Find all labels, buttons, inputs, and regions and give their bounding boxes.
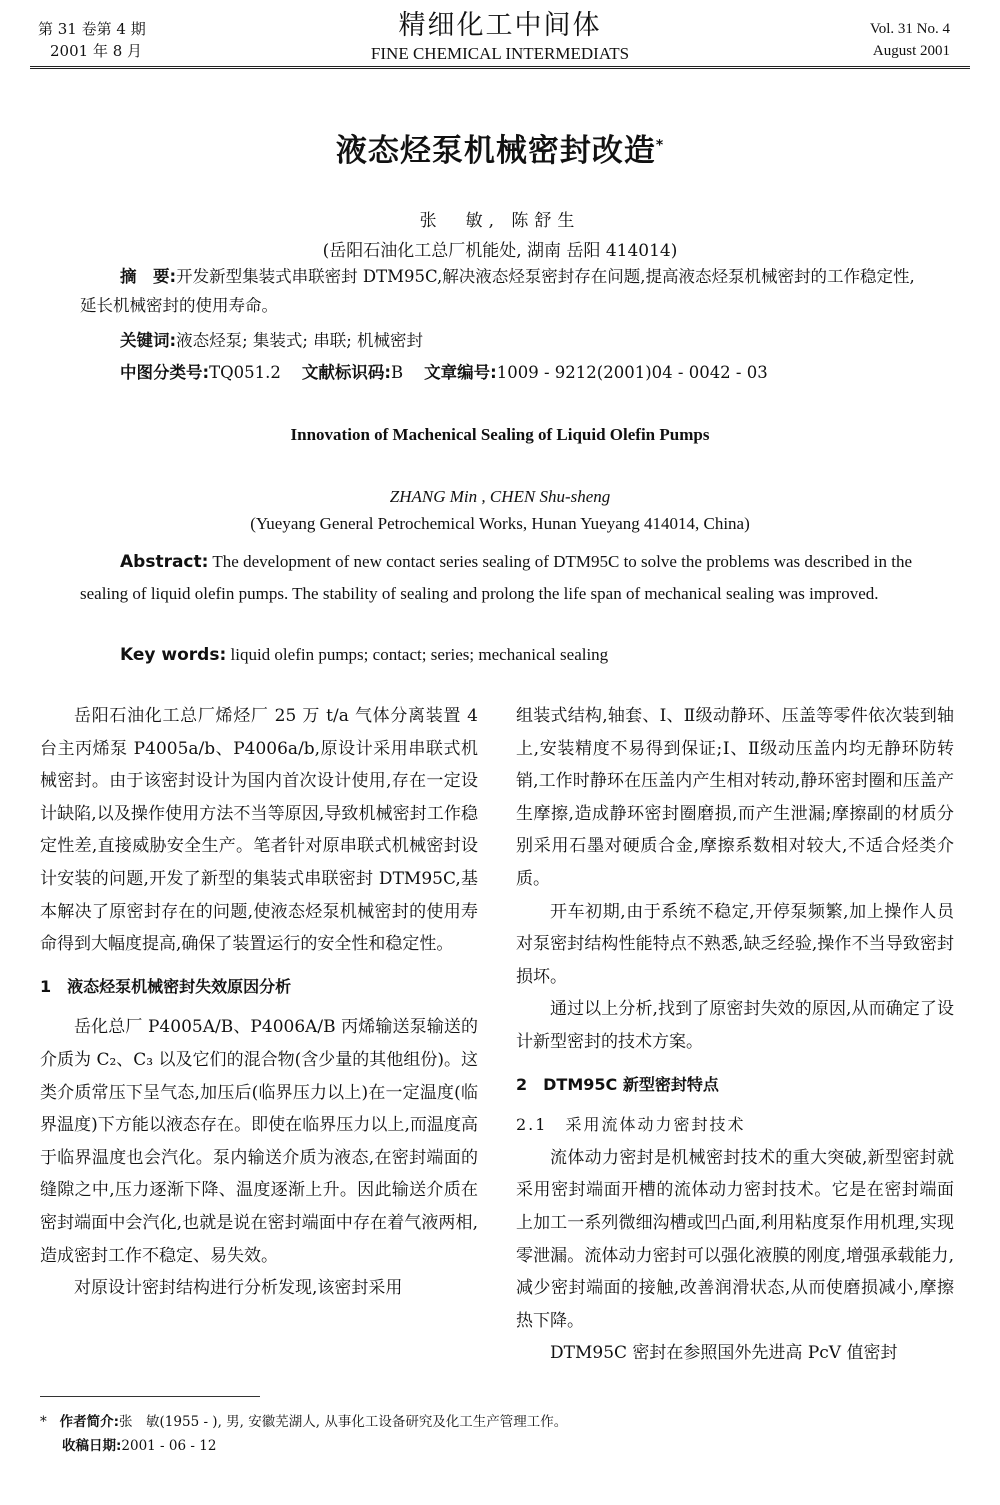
abstract-cn [80, 262, 920, 320]
clc-label: 中图分类号: [120, 363, 210, 382]
startup-paragraph: 开车初期,由于系统不稳定,开停泵频繁,加上操作人员对泵密封结构性能特点不熟悉,缺乏经验,操作不当导致密封损坏。 [516, 901, 954, 987]
conclusion-paragraph: 通过以上分析,找到了原密封失效的原因,从而确定了设计新型密封的技术方案。 [516, 999, 954, 1052]
section-2-1-paragraph-1: 流体动力密封是机械密封技术的重大突破,新型密封就采用密封端面开槽的流体动力密封技术。它是在密封端面上加工一系列微细沟槽或凹凸面,利用粘度泵作用机理,实现零泄漏。流体动力密封可以强化液膜的刚度,增强承载能力,减少密封端面的接触,改善润滑状态,从而使磨损减小,摩擦热下降。 [516, 1147, 954, 1331]
section-2-heading: 2 DTM95C 新型密封特点 [516, 1074, 719, 1094]
author-note-label: 作者简介: [59, 1414, 120, 1430]
article-no-value: 1009 - 9212(2001)04 - 0042 - 03 [496, 363, 768, 382]
affiliation-en: (Yueyang General Petrochemical Works, Hunan Yueyang 414014, China) [250, 514, 750, 533]
doc-code-value: B [390, 363, 404, 382]
doc-code-label: 文献标识码: [301, 363, 391, 382]
section-2-1-heading: 2.1 采用流体动力密封技术 [516, 1115, 746, 1135]
section-2-1-paragraph-2: DTM95C 密封在参照国外先进高 PcV 值密封 [550, 1343, 898, 1364]
received-value: 2001 - 06 - 12 [121, 1438, 217, 1454]
journal-name-en: FINE CHEMICAL INTERMEDIATS [370, 44, 630, 63]
paper-title-cn [0, 125, 1000, 170]
volume-en: Vol. 31 No. 4 [869, 21, 950, 37]
footnote [40, 1410, 567, 1458]
received-date [40, 1434, 567, 1458]
intro-paragraph: 岳阳石油化工总厂烯烃厂 25 万 t/a 气体分离装置 4 台主丙烯泵 P4005a/b、P4006a/b,原设计采用串联式机械密封。由于该密封设计为国内首次设计使用,存在一定设计缺陷,以及操作使用方法不当等原因,导致机械密封工作稳定性差,直接威胁安全生产。笔者针对原串联式机械密封设计安装的问题,开发了新型的集装式串联密封 DTM95C,基本解决了原密封存在的问题,使液态烃泵机械密封的使用寿命得到大幅度提高,确保了装置运行的安全性和稳定性。 [40, 706, 478, 955]
keywords-cn [80, 326, 920, 355]
paper-title-en: Innovation of Machenical Sealing of Liquid Olefin Pumps [290, 425, 710, 444]
continued-paragraph: 组装式结构,轴套、Ⅰ、Ⅱ级动静环、压盖等零件依次装到轴上,安装精度不易得到保证;Ⅰ、Ⅱ级动压盖内均无静环防转销,工作时静环在压盖内产生相对转动,静环密封圈和压盖产生摩擦,造成静环密封圈磨损,而产生泄漏;摩擦副的材质分别采用石墨对硬质合金,摩擦系数相对较大,不适合烃类介质。 [516, 706, 954, 889]
received-label: 收稿日期: [62, 1438, 122, 1454]
article-no-label: 文章编号: [424, 363, 497, 382]
author-note-text: 张 敏(1955 - ), 男, 安徽芜湖人, 从事化工设备研究及化工生产管理工作。 [119, 1414, 568, 1430]
keywords-cn-label: 关键词: [120, 331, 177, 350]
keywords-en [80, 640, 920, 670]
clc-value: TQ051.2 [209, 363, 281, 382]
authors-cn: 张 敏, 陈舒生 [419, 211, 581, 231]
abstract-en-label: Abstract: [120, 552, 209, 572]
abstract-en [80, 546, 920, 609]
title-text: 液态烃泵机械密封改造 [335, 133, 656, 169]
journal-name-cn: 精细化工中间体 [398, 10, 602, 41]
running-header-right [870, 18, 950, 62]
body-column-left [40, 700, 478, 1305]
section-1-paragraph-1: 岳化总厂 P4005A/B、P4006A/B 丙烯输送泵输送的介质为 C₂、C₃ 以及它们的混合物(含少量的其他组份)。这类介质常压下呈气态,加压后(临界压力以上)在一定温度(临界温度)下方能以液态存在。即使在临界压力以上,而温度高于临界温度也会汽化。泵内输送介质为液态,在密封端面的缝隙之中,压力逐渐下降、温度逐渐上升。因此输送介质在密封端面中会汽化,也就是说在密封端面中存在着气液两相,造成密封工作不稳定、易失效。 [40, 1017, 478, 1266]
journal-name [300, 8, 700, 64]
affiliation-cn: (岳阳石油化工总厂机能处, 湖南 岳阳 414014) [322, 241, 678, 261]
date-en: August 2001 [872, 43, 950, 59]
keywords-en-text: liquid olefin pumps; contact; series; mechanical sealing [230, 645, 609, 664]
footnote-rule [40, 1396, 260, 1397]
author-note [40, 1410, 567, 1434]
abstract-cn-text: 开发新型集装式串联密封 DTM95C,解决液态烃泵密封存在问题,提高液态烃泵机械密封的工作稳定性,延长机械密封的使用寿命。 [80, 267, 915, 315]
section-1-heading: 1 液态烃泵机械密封失效原因分析 [40, 976, 292, 996]
title-footnote-mark: * [655, 137, 665, 154]
keywords-cn-text: 液态烃泵; 集装式; 串联; 机械密封 [176, 331, 424, 350]
header-rule [30, 66, 970, 69]
abstract-en-text: The development of new contact series sealing of DTM95C to solve the problems was described in the sealing of liquid olefin pumps. The stability of sealing and prolong the life span of mechanical sealing was improved. [80, 552, 913, 603]
section-1-paragraph-2: 对原设计密封结构进行分析发现,该密封采用 [74, 1278, 403, 1299]
keywords-en-label: Key words: [120, 645, 227, 665]
body-column-right [516, 700, 954, 1370]
authors-en: ZHANG Min , CHEN Shu-sheng [389, 487, 611, 506]
date-cn: 2001 年 8 月 [50, 42, 143, 60]
running-header-left [38, 18, 146, 62]
abstract-cn-label: 摘 要: [120, 267, 177, 286]
footnote-marker: * [40, 1414, 47, 1430]
volume-cn: 第 31 卷第 4 期 [38, 20, 146, 38]
classification-line [80, 358, 920, 387]
